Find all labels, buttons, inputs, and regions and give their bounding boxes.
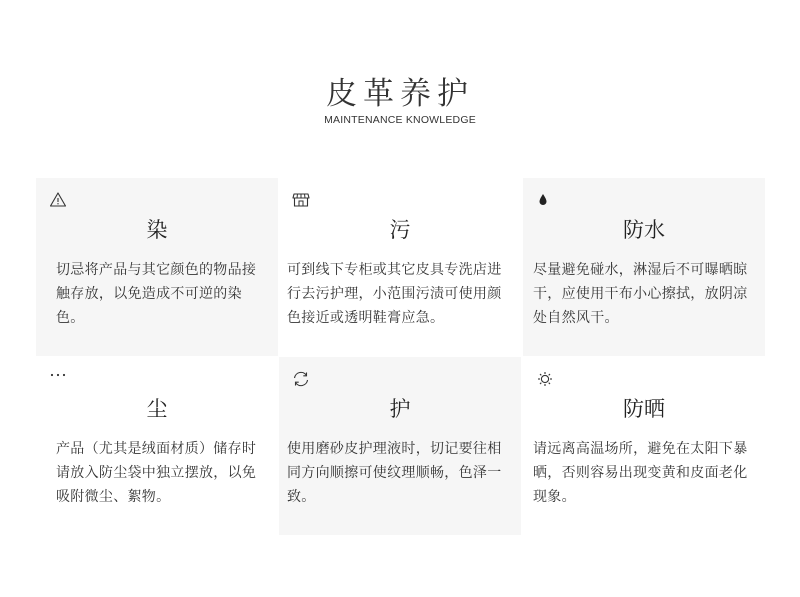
card-title: 染: [146, 218, 168, 242]
card-text: 切忌将产品与其它颜色的物品接触存放，以免造成不可逆的染色。: [56, 262, 257, 326]
page-title: 皮革养护: [326, 76, 474, 112]
care-card-dye: [36, 178, 278, 356]
storefront-icon: [291, 190, 311, 210]
care-card-sunproof: [523, 357, 765, 535]
care-card-dust: [36, 357, 278, 535]
dots-icon: [48, 369, 68, 389]
care-card-stain: [279, 178, 521, 356]
card-title: 防水: [623, 218, 665, 242]
card-text: 产品（尤其是绒面材质）储存时请放入防尘袋中独立摆放，以免吸附微尘、絮物。: [56, 441, 257, 505]
card-text: 请远离高温场所，避免在太阳下暴晒，否则容易出现变黄和皮面老化现象。: [533, 441, 748, 505]
card-text: 可到线下专柜或其它皮具专洗店进行去污护理，小范围污渍可使用颜色接近或透明鞋膏应急。: [287, 262, 502, 326]
card-text: 使用磨砂皮护理液时，切记要往相同方向顺擦可使纹理顺畅，色泽一致。: [287, 441, 502, 505]
water-drop-icon: [535, 190, 555, 210]
card-title: 尘: [146, 397, 168, 421]
sun-icon: [535, 369, 555, 389]
warning-triangle-icon: [48, 190, 68, 210]
card-text: 尽量避免碰水，淋湿后不可曝晒晾干，应使用干布小心擦拭，放阴凉处自然风干。: [533, 262, 748, 326]
page-subtitle: MAINTENANCE KNOWLEDGE: [324, 114, 476, 126]
card-title: 防晒: [623, 397, 665, 421]
care-card-protect: [279, 357, 521, 535]
card-title: 护: [389, 397, 411, 421]
refresh-icon: [291, 369, 311, 389]
care-card-waterproof: [523, 178, 765, 356]
card-title: 污: [389, 218, 411, 242]
